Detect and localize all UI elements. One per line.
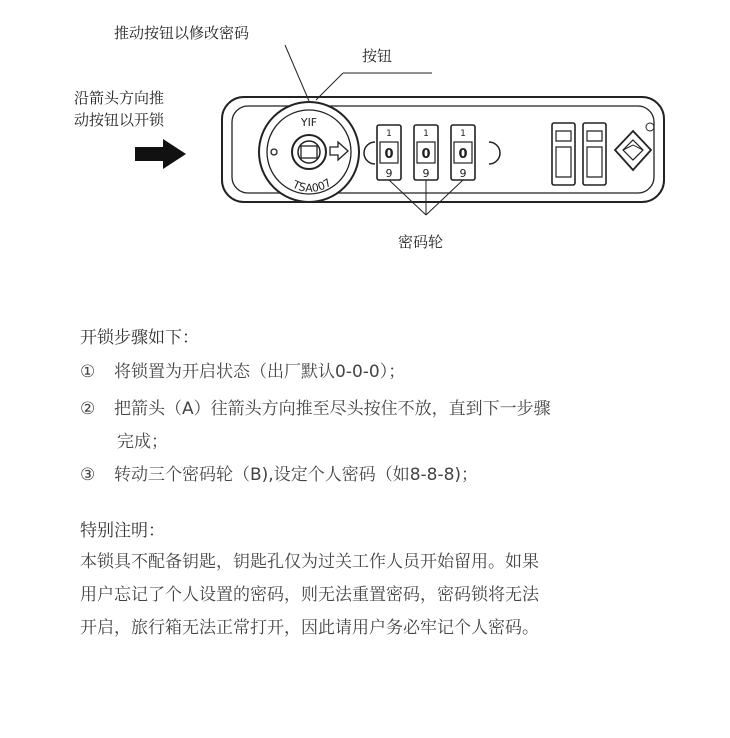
step-number: ①: [80, 362, 96, 382]
note-line-2: 用户忘记了个人设置的密码，则无法重置密码，密码锁将无法: [80, 585, 539, 605]
step-number: ②: [80, 399, 96, 419]
step-text: 将锁置为开启状态（出厂默认0-0-0）；: [114, 362, 406, 382]
svg-text:9: 9: [385, 167, 393, 180]
svg-text:1: 1: [423, 129, 429, 139]
note-line-1: 本锁具不配备钥匙，钥匙孔仅为过关工作人员开始留用。如果: [80, 552, 539, 572]
step-text: 把箭头（A）往箭头方向推至尽头按住不放，直到下一步骤: [114, 399, 551, 419]
unlock-step-3: [80, 459, 690, 492]
label-push-direction-line2: 动按钮以开锁: [74, 111, 165, 129]
keyhole: [292, 135, 326, 169]
label-push-direction: [74, 87, 164, 131]
wheel-2: [414, 125, 438, 180]
unlock-steps-heading: 开锁步骤如下：: [80, 328, 199, 348]
lock-diagram: [0, 0, 730, 300]
svg-text:0: 0: [384, 147, 394, 162]
svg-text:9: 9: [422, 167, 430, 180]
svg-text:0: 0: [421, 147, 431, 162]
label-push-direction-line1: 沿箭头方向推: [74, 89, 165, 107]
label-button: 按钮: [362, 47, 393, 65]
keyhole-brand: YIF: [300, 116, 318, 129]
unlock-step-2: [80, 393, 690, 459]
svg-text:0: 0: [458, 147, 468, 162]
svg-text:9: 9: [459, 167, 467, 180]
step-number: ③: [80, 465, 96, 485]
wheel-3: [451, 125, 475, 180]
push-direction-arrow-icon: [135, 139, 186, 169]
step-text: 转动三个密码轮（B),设定个人密码（如8-8-8)；: [114, 465, 479, 485]
svg-text:1: 1: [386, 129, 392, 139]
special-notes-heading: 特别注明：: [80, 521, 165, 541]
note-line-3: 开启，旅行箱无法正常打开，因此请用户务必牢记个人密码。: [80, 618, 539, 638]
special-notes-body: [80, 546, 680, 645]
keyhole-tsa-text: TSA007: [290, 176, 334, 195]
label-push-button-to-change-code: 推动按钮以修改密码: [114, 24, 250, 42]
step-text-continued: 完成；: [117, 432, 168, 452]
svg-text:1: 1: [460, 129, 466, 139]
wheel-1: [377, 125, 401, 180]
unlock-step-1: [80, 356, 690, 389]
label-combination-wheels: 密码轮: [398, 233, 444, 251]
